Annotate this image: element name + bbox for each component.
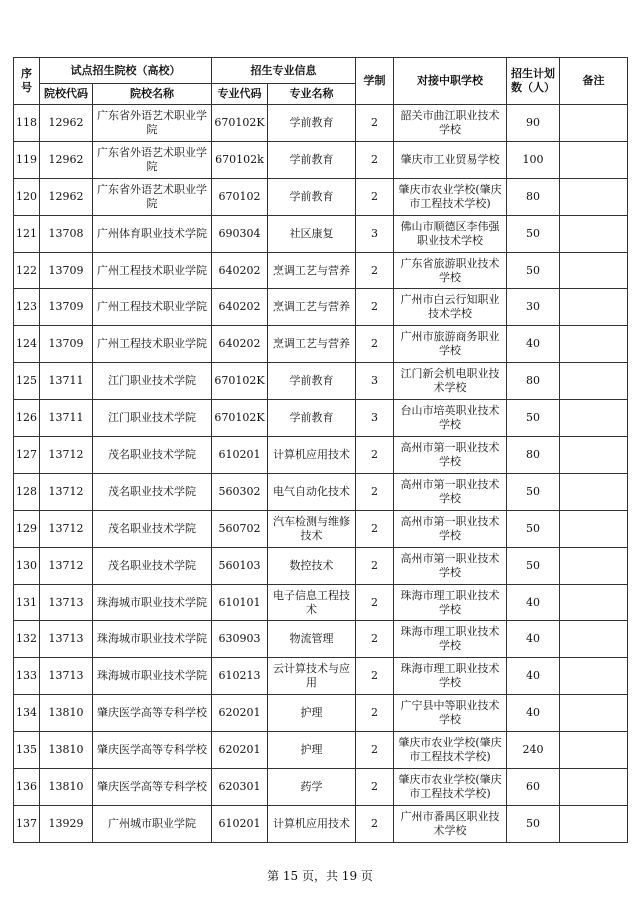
cell-college-name: 茂名职业技术学院 xyxy=(93,473,212,510)
cell-duration: 2 xyxy=(356,805,394,842)
cell-duration: 2 xyxy=(356,473,394,510)
table-row xyxy=(14,805,628,842)
cell-duration: 2 xyxy=(356,326,394,363)
cell-partner-school: 广州市白云行知职业技术学校 xyxy=(394,289,507,326)
cell-college-code: 13712 xyxy=(40,510,93,547)
cell-major-name: 云计算技术与应用 xyxy=(268,658,356,695)
cell-major-code: 610101 xyxy=(212,584,268,621)
cell-plan: 50 xyxy=(507,400,560,437)
cell-remark xyxy=(560,805,628,842)
cell-partner-school: 高州市第一职业技术学校 xyxy=(394,437,507,474)
cell-seq: 120 xyxy=(14,178,40,215)
cell-seq: 121 xyxy=(14,215,40,252)
cell-college-name: 广东省外语艺术职业学院 xyxy=(93,178,212,215)
cell-major-code: 640202 xyxy=(212,289,268,326)
cell-college-code: 12962 xyxy=(40,141,93,178)
table-row xyxy=(14,769,628,806)
cell-college-name: 茂名职业技术学院 xyxy=(93,547,212,584)
table-row xyxy=(14,510,628,547)
cell-duration: 2 xyxy=(356,769,394,806)
table-row xyxy=(14,437,628,474)
cell-duration: 2 xyxy=(356,252,394,289)
cell-college-code: 13712 xyxy=(40,473,93,510)
cell-seq: 129 xyxy=(14,510,40,547)
cell-remark xyxy=(560,732,628,769)
cell-college-name: 广东省外语艺术职业学院 xyxy=(93,141,212,178)
cell-partner-school: 珠海市理工职业技术学校 xyxy=(394,584,507,621)
cell-duration: 2 xyxy=(356,584,394,621)
header-major-name: 专业名称 xyxy=(268,84,356,105)
cell-college-code: 13709 xyxy=(40,252,93,289)
cell-remark xyxy=(560,473,628,510)
cell-duration: 2 xyxy=(356,547,394,584)
cell-remark xyxy=(560,769,628,806)
cell-remark xyxy=(560,178,628,215)
cell-college-code: 13711 xyxy=(40,363,93,400)
cell-plan: 80 xyxy=(507,437,560,474)
cell-college-name: 广州工程技术职业学院 xyxy=(93,252,212,289)
cell-major-code: 690304 xyxy=(212,215,268,252)
header-college-name: 院校名称 xyxy=(93,84,212,105)
cell-duration: 2 xyxy=(356,695,394,732)
cell-college-name: 珠海城市职业技术学院 xyxy=(93,658,212,695)
cell-plan: 50 xyxy=(507,805,560,842)
cell-duration: 2 xyxy=(356,178,394,215)
table-row xyxy=(14,215,628,252)
cell-major-code: 640202 xyxy=(212,252,268,289)
cell-partner-school: 台山市培英职业技术学校 xyxy=(394,400,507,437)
cell-college-name: 茂名职业技术学院 xyxy=(93,510,212,547)
cell-college-code: 13713 xyxy=(40,584,93,621)
cell-major-code: 670102K xyxy=(212,400,268,437)
cell-college-code: 13708 xyxy=(40,215,93,252)
cell-major-name: 电子信息工程技术 xyxy=(268,584,356,621)
cell-major-code: 610201 xyxy=(212,805,268,842)
cell-partner-school: 肇庆市工业贸易学校 xyxy=(394,141,507,178)
cell-seq: 118 xyxy=(14,105,40,142)
cell-remark xyxy=(560,437,628,474)
cell-partner-school: 珠海市理工职业技术学校 xyxy=(394,621,507,658)
table-row xyxy=(14,289,628,326)
cell-major-name: 烹调工艺与营养 xyxy=(268,252,356,289)
cell-major-name: 护理 xyxy=(268,695,356,732)
table-row xyxy=(14,252,628,289)
cell-college-name: 广东省外语艺术职业学院 xyxy=(93,105,212,142)
cell-partner-school: 珠海市理工职业技术学校 xyxy=(394,658,507,695)
cell-seq: 124 xyxy=(14,326,40,363)
cell-remark xyxy=(560,326,628,363)
cell-college-name: 珠海城市职业技术学院 xyxy=(93,584,212,621)
cell-remark xyxy=(560,289,628,326)
cell-remark xyxy=(560,141,628,178)
cell-major-name: 学前教育 xyxy=(268,105,356,142)
cell-remark xyxy=(560,252,628,289)
cell-college-code: 13929 xyxy=(40,805,93,842)
enrollment-table xyxy=(13,57,628,843)
cell-partner-school: 广州市番禺区职业技术学校 xyxy=(394,805,507,842)
header-remark: 备注 xyxy=(560,58,628,105)
cell-college-name: 广州工程技术职业学院 xyxy=(93,289,212,326)
cell-plan: 50 xyxy=(507,473,560,510)
table-row xyxy=(14,547,628,584)
cell-college-code: 13712 xyxy=(40,547,93,584)
table-row xyxy=(14,141,628,178)
table-row xyxy=(14,658,628,695)
cell-major-name: 学前教育 xyxy=(268,178,356,215)
cell-plan: 80 xyxy=(507,363,560,400)
cell-major-code: 630903 xyxy=(212,621,268,658)
header-plan: 招生计划数（人） xyxy=(507,58,560,105)
cell-remark xyxy=(560,547,628,584)
cell-plan: 40 xyxy=(507,658,560,695)
table-row xyxy=(14,178,628,215)
cell-major-name: 数控技术 xyxy=(268,547,356,584)
cell-duration: 3 xyxy=(356,400,394,437)
cell-major-code: 610213 xyxy=(212,658,268,695)
cell-seq: 128 xyxy=(14,473,40,510)
cell-plan: 90 xyxy=(507,105,560,142)
cell-major-code: 670102K xyxy=(212,105,268,142)
cell-duration: 2 xyxy=(356,141,394,178)
cell-plan: 100 xyxy=(507,141,560,178)
cell-major-code: 640202 xyxy=(212,326,268,363)
cell-college-name: 广州体育职业技术学院 xyxy=(93,215,212,252)
cell-major-name: 物流管理 xyxy=(268,621,356,658)
table-row xyxy=(14,732,628,769)
cell-partner-school: 高州市第一职业技术学校 xyxy=(394,547,507,584)
cell-remark xyxy=(560,510,628,547)
table-row xyxy=(14,363,628,400)
cell-college-code: 13713 xyxy=(40,621,93,658)
cell-partner-school: 广州市旅游商务职业学校 xyxy=(394,326,507,363)
cell-remark xyxy=(560,584,628,621)
cell-seq: 137 xyxy=(14,805,40,842)
cell-major-code: 670102K xyxy=(212,363,268,400)
cell-seq: 136 xyxy=(14,769,40,806)
cell-college-code: 13713 xyxy=(40,658,93,695)
cell-seq: 127 xyxy=(14,437,40,474)
table-row xyxy=(14,105,628,142)
cell-seq: 123 xyxy=(14,289,40,326)
header-partner-school: 对接中职学校 xyxy=(394,58,507,105)
cell-major-name: 计算机应用技术 xyxy=(268,805,356,842)
cell-major-code: 620301 xyxy=(212,769,268,806)
page-footer: 第 15 页，共 19 页 xyxy=(267,869,373,883)
header-college-code: 院校代码 xyxy=(40,84,93,105)
cell-college-code: 13711 xyxy=(40,400,93,437)
cell-seq: 125 xyxy=(14,363,40,400)
cell-duration: 2 xyxy=(356,510,394,547)
cell-plan: 40 xyxy=(507,621,560,658)
cell-remark xyxy=(560,400,628,437)
table-row xyxy=(14,326,628,363)
cell-major-code: 620201 xyxy=(212,732,268,769)
cell-duration: 2 xyxy=(356,289,394,326)
cell-partner-school: 佛山市顺德区李伟强职业技术学校 xyxy=(394,215,507,252)
cell-seq: 133 xyxy=(14,658,40,695)
cell-partner-school: 江门新会机电职业技术学校 xyxy=(394,363,507,400)
cell-seq: 130 xyxy=(14,547,40,584)
cell-college-code: 13810 xyxy=(40,732,93,769)
cell-duration: 2 xyxy=(356,658,394,695)
table-body xyxy=(14,105,628,843)
cell-partner-school: 肇庆市农业学校(肇庆市工程技术学校) xyxy=(394,769,507,806)
cell-college-name: 广州城市职业学院 xyxy=(93,805,212,842)
cell-major-name: 护理 xyxy=(268,732,356,769)
cell-plan: 60 xyxy=(507,769,560,806)
cell-major-code: 670102 xyxy=(212,178,268,215)
cell-plan: 30 xyxy=(507,289,560,326)
cell-major-name: 社区康复 xyxy=(268,215,356,252)
cell-college-name: 肇庆医学高等专科学校 xyxy=(93,695,212,732)
cell-seq: 134 xyxy=(14,695,40,732)
cell-major-code: 560702 xyxy=(212,510,268,547)
header-seq: 序号 xyxy=(14,58,40,105)
cell-partner-school: 高州市第一职业技术学校 xyxy=(394,473,507,510)
cell-college-code: 13810 xyxy=(40,769,93,806)
cell-college-name: 肇庆医学高等专科学校 xyxy=(93,769,212,806)
cell-plan: 50 xyxy=(507,510,560,547)
cell-college-code: 12962 xyxy=(40,105,93,142)
header-duration: 学制 xyxy=(356,58,394,105)
cell-plan: 40 xyxy=(507,584,560,621)
cell-plan: 80 xyxy=(507,178,560,215)
cell-remark xyxy=(560,695,628,732)
cell-major-name: 学前教育 xyxy=(268,141,356,178)
cell-plan: 50 xyxy=(507,215,560,252)
cell-plan: 40 xyxy=(507,326,560,363)
cell-partner-school: 高州市第一职业技术学校 xyxy=(394,510,507,547)
cell-college-code: 12962 xyxy=(40,178,93,215)
cell-seq: 135 xyxy=(14,732,40,769)
cell-seq: 131 xyxy=(14,584,40,621)
cell-college-name: 茂名职业技术学院 xyxy=(93,437,212,474)
cell-major-code: 620201 xyxy=(212,695,268,732)
table-row xyxy=(14,473,628,510)
cell-partner-school: 广东省旅游职业技术学校 xyxy=(394,252,507,289)
cell-seq: 132 xyxy=(14,621,40,658)
table-row xyxy=(14,621,628,658)
cell-major-name: 学前教育 xyxy=(268,400,356,437)
cell-major-name: 计算机应用技术 xyxy=(268,437,356,474)
cell-remark xyxy=(560,658,628,695)
header-college-group: 试点招生院校（高校） xyxy=(40,58,212,84)
cell-seq: 126 xyxy=(14,400,40,437)
cell-duration: 2 xyxy=(356,105,394,142)
cell-major-name: 烹调工艺与营养 xyxy=(268,289,356,326)
table-row xyxy=(14,400,628,437)
table-row xyxy=(14,584,628,621)
cell-seq: 119 xyxy=(14,141,40,178)
cell-duration: 2 xyxy=(356,732,394,769)
cell-college-name: 珠海城市职业技术学院 xyxy=(93,621,212,658)
cell-major-name: 汽车检测与维修技术 xyxy=(268,510,356,547)
cell-major-code: 610201 xyxy=(212,437,268,474)
cell-partner-school: 肇庆市农业学校(肇庆市工程技术学校) xyxy=(394,732,507,769)
cell-college-name: 广州工程技术职业学院 xyxy=(93,326,212,363)
cell-duration: 3 xyxy=(356,363,394,400)
cell-college-name: 江门职业技术学院 xyxy=(93,363,212,400)
cell-major-code: 670102k xyxy=(212,141,268,178)
table-row xyxy=(14,695,628,732)
cell-plan: 50 xyxy=(507,547,560,584)
header-major-code: 专业代码 xyxy=(212,84,268,105)
cell-college-code: 13709 xyxy=(40,326,93,363)
cell-plan: 240 xyxy=(507,732,560,769)
cell-major-name: 药学 xyxy=(268,769,356,806)
cell-duration: 3 xyxy=(356,215,394,252)
cell-remark xyxy=(560,215,628,252)
cell-college-name: 肇庆医学高等专科学校 xyxy=(93,732,212,769)
header-major-group: 招生专业信息 xyxy=(212,58,356,84)
cell-remark xyxy=(560,621,628,658)
cell-duration: 2 xyxy=(356,437,394,474)
cell-duration: 2 xyxy=(356,621,394,658)
cell-college-name: 江门职业技术学院 xyxy=(93,400,212,437)
cell-major-code: 560103 xyxy=(212,547,268,584)
cell-plan: 40 xyxy=(507,695,560,732)
cell-partner-school: 韶关市曲江职业技术学校 xyxy=(394,105,507,142)
cell-major-name: 电气自动化技术 xyxy=(268,473,356,510)
cell-college-code: 13810 xyxy=(40,695,93,732)
cell-remark xyxy=(560,363,628,400)
cell-remark xyxy=(560,105,628,142)
cell-college-code: 13712 xyxy=(40,437,93,474)
cell-plan: 50 xyxy=(507,252,560,289)
cell-partner-school: 肇庆市农业学校(肇庆市工程技术学校) xyxy=(394,178,507,215)
cell-college-code: 13709 xyxy=(40,289,93,326)
cell-partner-school: 广宁县中等职业技术学校 xyxy=(394,695,507,732)
cell-major-name: 学前教育 xyxy=(268,363,356,400)
cell-major-code: 560302 xyxy=(212,473,268,510)
cell-major-name: 烹调工艺与营养 xyxy=(268,326,356,363)
cell-seq: 122 xyxy=(14,252,40,289)
